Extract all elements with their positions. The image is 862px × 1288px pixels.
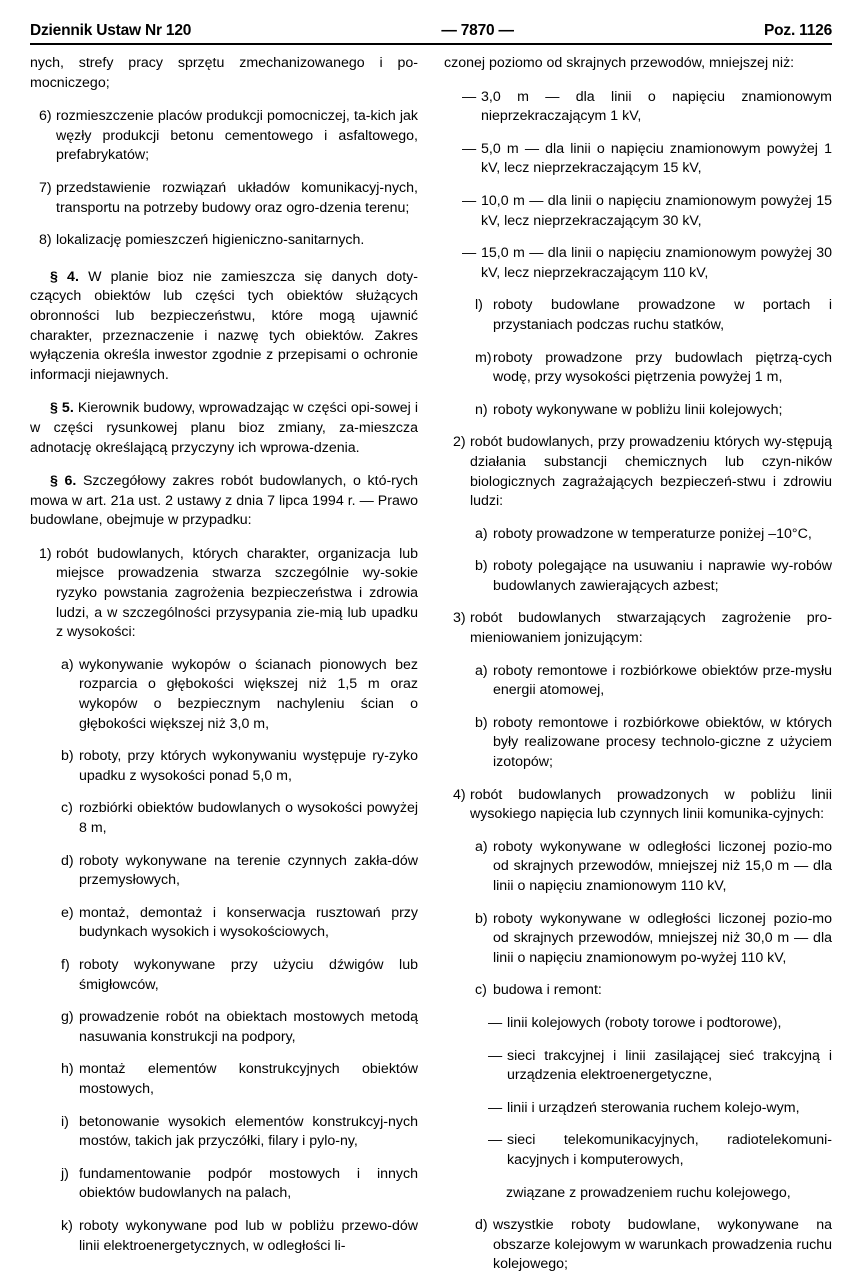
sub-list-item	[30, 747, 418, 786]
list-item	[30, 107, 418, 166]
sub-list-text: roboty budowlane prowadzone w portach i przystaniach podczas ruchu statków,	[493, 297, 832, 333]
sub-list-marker: h)	[61, 1061, 74, 1078]
page-number: — 7870 —	[441, 22, 514, 39]
list-marker: 7)	[39, 179, 52, 196]
sub-list-text: roboty wykonywane przy użyciu dźwigów lub śmigłowców,	[79, 956, 418, 993]
dash-text: 10,0 m — dla linii o napięciu znamionowym powyżej 15 kV, lecz nieprzekraczającym 30 kV,	[481, 192, 832, 229]
sub-list-text: montaż, demontaż i konserwacja rusztowań przy budynkach wysokich i wysokościowych,	[79, 904, 418, 941]
sub-list-marker: a)	[61, 656, 74, 673]
sub-list-text: prowadzenie robót na obiektach mostowych metodą nasuwania konstrukcji na podpory,	[79, 1009, 418, 1045]
nested-dash-item	[444, 1014, 832, 1034]
sub-list-marker: d)	[61, 852, 74, 869]
item-reference: Poz. 1126	[764, 22, 832, 39]
dash-marker: —	[462, 140, 477, 157]
list-text: rozmieszczenie placów produkcji pomocniczej, ta-kich jak węzły produkcji betonu cementowego i asfaltowego, prefabrykatów;	[56, 108, 418, 164]
sub-list-marker: d)	[475, 1217, 488, 1234]
list-text: robót budowlanych, przy prowadzeniu których wy-stępują działania substancji chemicznych lub czyn-ników biologicznych zagrażających bezpieczeń-stwu i zdrowiu ludzi:	[470, 434, 832, 510]
sub-list-item	[30, 956, 418, 995]
list-item	[444, 609, 832, 648]
section-paragraph-6	[30, 472, 418, 531]
section-number: § 6.	[50, 473, 77, 490]
sub-list-text: roboty wykonywane w pobliżu linii kolejowych;	[493, 401, 783, 418]
sub-list-marker: k)	[61, 1217, 73, 1234]
sub-list-item	[30, 1008, 418, 1047]
sub-list-item	[30, 904, 418, 943]
list-text: lokalizację pomieszczeń higieniczno-sanitarnych.	[56, 232, 365, 249]
dash-list-item	[444, 244, 832, 283]
sub-list-text: montaż elementów konstrukcyjnych obiektów mostowych,	[79, 1061, 418, 1097]
nested-dash-item	[444, 1047, 832, 1086]
section-text: W planie bioz nie zamieszcza się danych doty-czących obiektów lub części tych obiektów służących obronności lub bezpieczeństwu, które mogą ujawnić charakter, przeznaczenie i nazwę tych obiektów. Zakres wyłączenia określa inwestor zgodnie z przepisami o ochronie informacji niejawnych.	[30, 268, 418, 383]
dash-marker: —	[488, 1014, 503, 1031]
dash-text: linii kolejowych (roboty torowe i podtorowe),	[507, 1014, 782, 1031]
sub-list-text: fundamentowanie podpór mostowych i innych obiektów budowlanych na palach,	[79, 1165, 418, 1202]
sub-list-text: roboty prowadzone przy budowlach piętrzą-cych wodę, przy wysokości piętrzenia powyżej 1 m,	[493, 349, 832, 386]
continued-paragraph: nych, strefy pracy sprzętu zmechanizowanego i po-mocniczego;	[30, 55, 418, 91]
continued-paragraph: czonej poziomo od skrajnych przewodów, mniejszej niż:	[444, 55, 795, 71]
sub-list-text: roboty remontowe i rozbiórkowe obiektów prze-mysłu energii atomowej,	[493, 662, 832, 699]
list-marker: 2)	[453, 434, 466, 451]
dash-marker: —	[488, 1099, 503, 1116]
nested-dash-item	[444, 1099, 832, 1119]
two-column-body	[30, 54, 832, 1288]
section-paragraph-5	[30, 399, 418, 458]
section-number: § 5.	[50, 400, 74, 417]
dash-list-item	[444, 88, 832, 127]
sub-list-marker: e)	[61, 904, 74, 921]
dash-text: 15,0 m — dla linii o napięciu znamionowym powyżej 30 kV, lecz nieprzekraczającym 110 kV,	[481, 245, 832, 281]
list-text: robót budowlanych stwarzających zagrożenie pro-mieniowaniem jonizującym:	[470, 610, 832, 647]
dash-marker: —	[488, 1132, 503, 1149]
sub-list-text: wykonywanie wykopów o ścianach pionowych bez rozparcia o głębokości większej niż 1,5 m oraz wykopów o bezpiecznym nachyleniu ścian o głębokości większej niż 3,0 m,	[79, 656, 418, 732]
list-text: robót budowlanych prowadzonych w pobliżu linii wysokiego napięcia lub czynnych linii komunika-cyjnych:	[470, 786, 832, 823]
sub-list-text: budowa i remont:	[493, 982, 602, 999]
sub-list-item	[444, 401, 832, 421]
list-item	[30, 231, 418, 251]
dash-marker: —	[488, 1047, 503, 1064]
sub-list-item	[30, 799, 418, 838]
journal-title: Dziennik Ustaw Nr 120	[30, 22, 192, 39]
page-header	[30, 0, 832, 40]
list-item	[444, 786, 832, 825]
sub-list-item	[444, 349, 832, 388]
sub-list-item	[30, 1217, 418, 1256]
section-paragraph-4	[30, 268, 418, 386]
list-marker: 1)	[39, 545, 52, 562]
sub-list-text: roboty prowadzone w temperaturze poniżej –10°C,	[493, 525, 812, 542]
sub-list-item	[30, 1060, 418, 1099]
dash-list-item	[444, 192, 832, 231]
list-marker: 8)	[39, 232, 52, 249]
sub-list-marker: i)	[61, 1113, 69, 1130]
sub-list-item	[30, 852, 418, 891]
sub-list-marker: m)	[475, 349, 492, 366]
left-column	[30, 54, 418, 1288]
sub-list-item	[444, 1216, 832, 1275]
right-column	[444, 54, 832, 1288]
sub-list-marker: c)	[475, 982, 487, 999]
dash-marker: —	[462, 192, 477, 209]
dash-text: 3,0 m — dla linii o napięciu znamionowym nieprzekraczającym 1 kV,	[481, 88, 832, 125]
sub-list-text: roboty wykonywane pod lub w pobliżu przewo-dów linii elektroenergetycznych, w odległości li-	[79, 1217, 418, 1254]
sub-list-text: roboty remontowe i rozbiórkowe obiektów, w których były realizowane procesy technolo-giczne z użyciem izotopów;	[493, 714, 832, 771]
sub-list-text: rozbiórki obiektów budowlanych o wysokości powyżej 8 m,	[79, 800, 418, 836]
list-item	[30, 545, 418, 643]
list-marker: 6)	[39, 108, 52, 125]
sub-list-item	[444, 910, 832, 969]
sub-list-marker: b)	[475, 714, 488, 731]
dash-text: 5,0 m — dla linii o napięciu znamionowym powyżej 1 kV, lecz nieprzekraczającym 15 kV,	[481, 140, 832, 177]
sub-list-item	[30, 656, 418, 734]
sub-list-marker: j)	[61, 1165, 69, 1182]
dash-marker: —	[462, 245, 477, 262]
sub-list-text: roboty wykonywane na terenie czynnych zakła-dów przemysłowych,	[79, 852, 418, 889]
sub-list-item	[444, 714, 832, 773]
sub-list-marker: a)	[475, 838, 488, 855]
sub-list-item	[444, 525, 832, 545]
sub-list-marker: b)	[61, 748, 74, 765]
section-text: Kierownik budowy, wprowadzając w części opi-sowej i w części rysunkowej planu bioz zmiany, za-mieszcza adnotację określającą przyczyny ich wprowa-dzenia.	[30, 400, 418, 456]
section-text: Szczegółowy zakres robót budowlanych, o któ-rych mowa w art. 21a ust. 2 ustawy z dnia 7 lipca 1994 r. — Prawo budowlane, obejmuje w przypadku:	[30, 473, 418, 529]
header-divider	[30, 43, 832, 45]
sub-list-marker: c)	[61, 800, 73, 817]
dash-text: linii i urządzeń sterowania ruchem kolejo-wym,	[507, 1099, 800, 1116]
list-text: robót budowlanych, których charakter, organizacja lub miejsce prowadzenia stwarza szczególnie wy-sokie ryzyko powstania zagrożenia bezpieczeństwa i zdrowia ludzi, a w szczególności przysypania zie-mią lub upadku z wysokości:	[56, 545, 418, 641]
sub-list-marker: b)	[475, 558, 488, 575]
sub-list-marker: n)	[475, 401, 488, 418]
dash-text: sieci telekomunikacyjnych, radiotelekomuni-kacyjnych i komputerowych,	[507, 1132, 832, 1168]
list-marker: 4)	[453, 786, 466, 803]
sub-list-item	[444, 557, 832, 596]
sub-list-item	[444, 296, 832, 335]
nested-dash-item	[444, 1131, 832, 1170]
sub-list-text: roboty polegające na usuwaniu i naprawie wy-robów budowlanych zawierających azbest;	[493, 558, 832, 594]
sub-list-marker: g)	[61, 1009, 74, 1026]
list-marker: 3)	[453, 610, 466, 627]
sub-list-text: betonowanie wysokich elementów konstrukcyj-nych mostów, takich jak przyczółki, filary i pylo-ny,	[79, 1113, 418, 1150]
sub-list-marker: l)	[475, 297, 483, 314]
dash-text: sieci trakcyjnej i linii zasilającej sieć trakcyjną i urządzenia elektroenergetyczne,	[507, 1047, 832, 1084]
dash-list-item	[444, 140, 832, 179]
list-item	[444, 433, 832, 511]
sub-list-item	[444, 981, 832, 1001]
sub-list-marker: a)	[475, 662, 488, 679]
sub-list-text: roboty wykonywane w odległości liczonej pozio-mo od skrajnych przewodów, mniejszej niż 30,0 m — dla linii o napięciu znamionowym po-wyżej 110 kV,	[493, 910, 832, 966]
sub-list-marker: b)	[475, 910, 488, 927]
sub-list-text: roboty, przy których wykonywaniu występuje ry-zyko upadku z wysokości ponad 5,0 m,	[79, 748, 418, 784]
sub-list-marker: a)	[475, 525, 488, 542]
dash-marker: —	[462, 88, 477, 105]
sub-list-text: roboty wykonywane w odległości liczonej pozio-mo od skrajnych przewodów, mniejszej niż 15,0 m — dla linii o napięciu znamionowym 110 kV,	[493, 838, 832, 894]
sub-list-item	[30, 1165, 418, 1204]
run-on-clause: związane z prowadzeniem ruchu kolejowego,	[506, 1184, 791, 1201]
section-number: § 4.	[50, 268, 79, 285]
sub-list-text: wszystkie roboty budowlane, wykonywane na obszarze kolejowym w warunkach prowadzenia ruchu kolejowego;	[493, 1217, 832, 1273]
sub-list-marker: f)	[61, 956, 70, 973]
sub-list-item	[444, 662, 832, 701]
sub-list-item	[444, 838, 832, 897]
sub-list-item	[30, 1113, 418, 1152]
page-header-row	[30, 22, 832, 40]
list-item	[30, 179, 418, 218]
list-text: przedstawienie rozwiązań układów komunikacyj-nych, transportu na potrzeby budowy oraz ogro-dzenia terenu;	[56, 179, 418, 216]
